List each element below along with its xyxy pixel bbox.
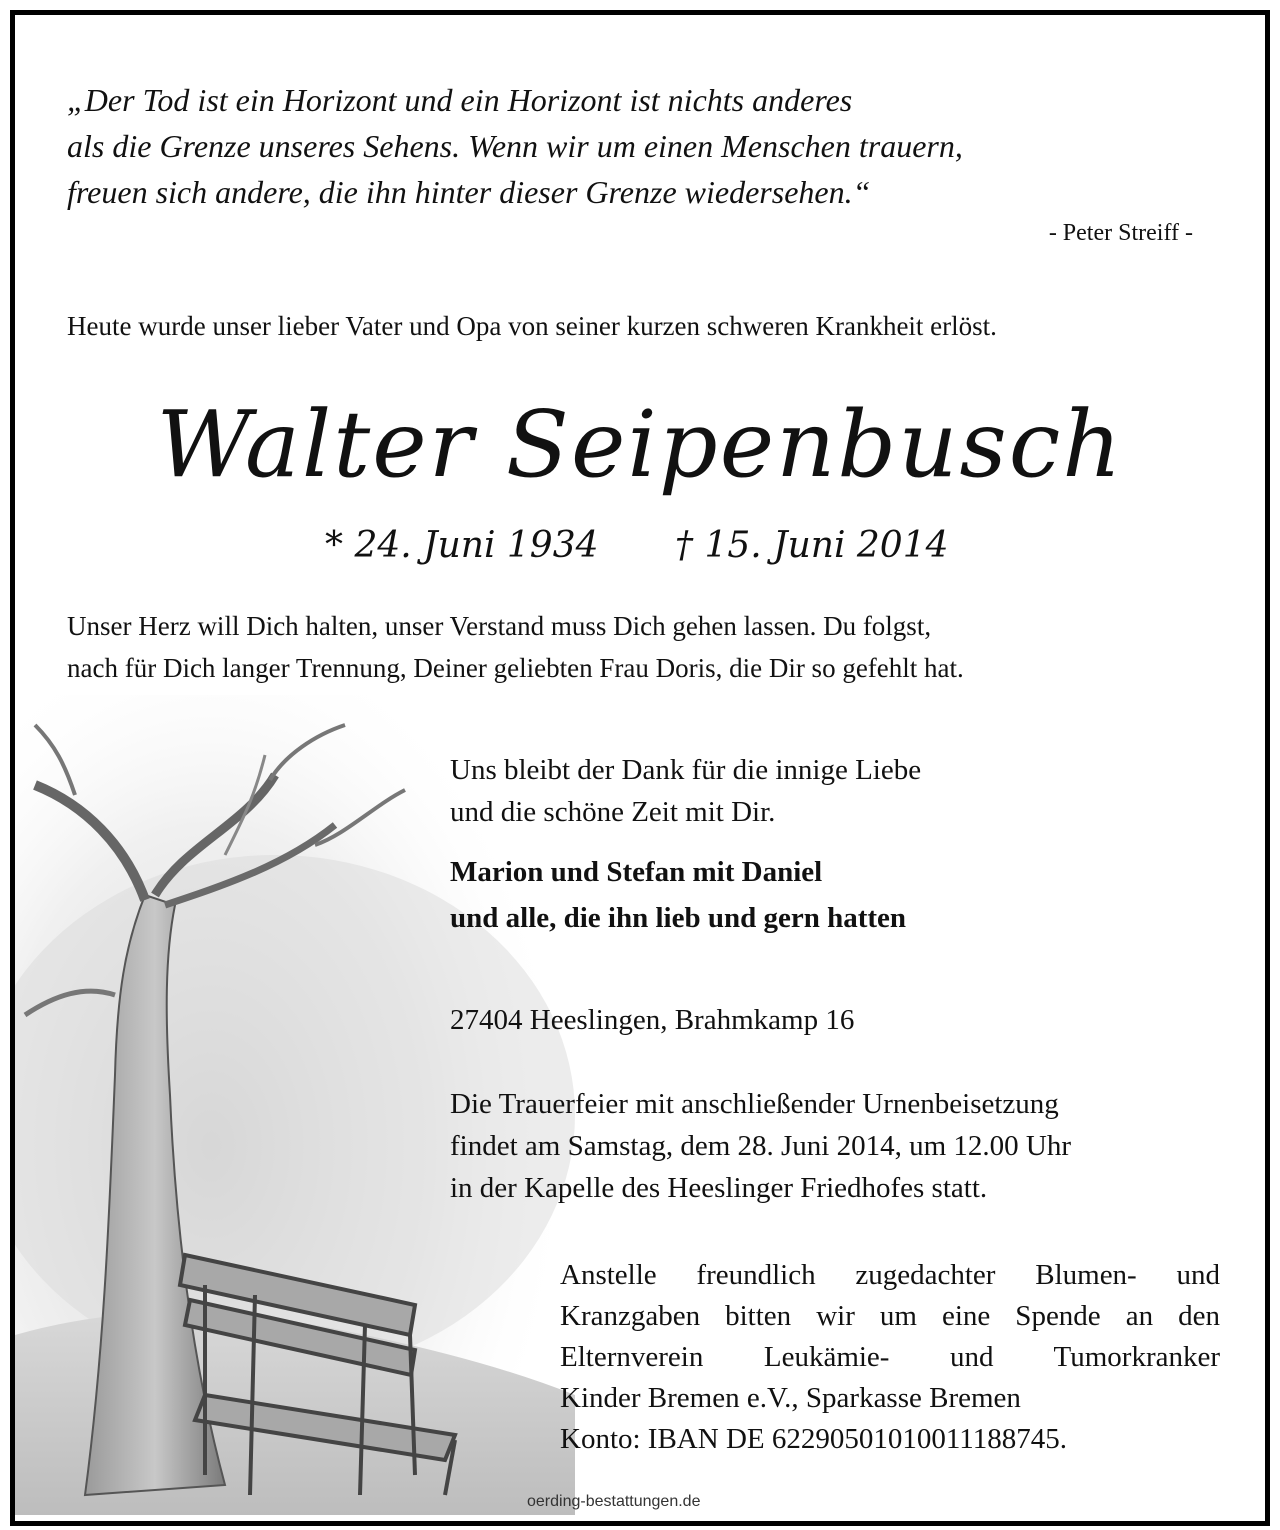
quote-line: freuen sich andere, die ihn hinter dieser Grenze wiedersehen.“ (67, 174, 871, 210)
donation-line: Kinder Bremen e.V., Sparkasse Bremen (560, 1382, 1021, 1414)
family-line: und alle, die ihn lieb und gern hatten (450, 902, 907, 934)
opening-quote (67, 77, 1187, 215)
intro-text: Heute wurde unser lieber Vater und Opa von seiner kurzen schweren Krankheit erlöst. (67, 311, 997, 341)
donation-line: Anstelle freundlich zugedachter Blumen- und (560, 1259, 1220, 1291)
thanks-line: Uns bleibt der Dank für die innige Liebe (450, 754, 922, 786)
obituary-card (10, 10, 1270, 1526)
death-date: † 15. Juni 2014 (675, 525, 949, 566)
deceased-name: Walter Seipenbusch (156, 391, 1124, 498)
thanks-text (450, 749, 1230, 833)
quote-author: - Peter Streiff - (1048, 220, 1193, 246)
message-line: Unser Herz will Dich halten, unser Verstand muss Dich gehen lassen. Du folgst, (67, 611, 932, 641)
message-line: nach für Dich langer Trennung, Deiner geliebten Frau Doris, die Dir so gefehlt hat. (67, 653, 964, 683)
ceremony-line: findet am Samstag, dem 28. Juni 2014, um 12.00 Uhr (450, 1130, 1072, 1162)
ceremony-info (450, 1083, 1230, 1209)
donation-line: Kranzgaben bitten wir um eine Spende an den (560, 1300, 1220, 1332)
birth-date: * 24. Juni 1934 (325, 525, 599, 566)
family-line: Marion und Stefan mit Daniel (450, 856, 823, 888)
thanks-line: und die schöne Zeit mit Dir. (450, 796, 776, 828)
ceremony-line: in der Kapelle des Heeslinger Friedhofes statt. (450, 1172, 988, 1204)
donation-line: Konto: IBAN DE 62290501010011188745. (560, 1423, 1067, 1455)
family-signature (450, 849, 1230, 941)
message-paragraph (67, 605, 1219, 689)
quote-line: „Der Tod ist ein Horizont und ein Horizont ist nichts anderes (67, 82, 853, 118)
donation-line: Elternverein Leukämie- und Tumorkranker (560, 1341, 1220, 1373)
quote-line: als die Grenze unseres Sehens. Wenn wir um einen Menschen trauern, (67, 128, 963, 164)
donation-request (560, 1255, 1220, 1460)
watermark-url: oerding-bestattungen.de (527, 1493, 701, 1510)
ceremony-line: Die Trauerfeier mit anschließender Urnenbeisetzung (450, 1088, 1059, 1120)
address: 27404 Heeslingen, Brahmkamp 16 (450, 1004, 855, 1036)
